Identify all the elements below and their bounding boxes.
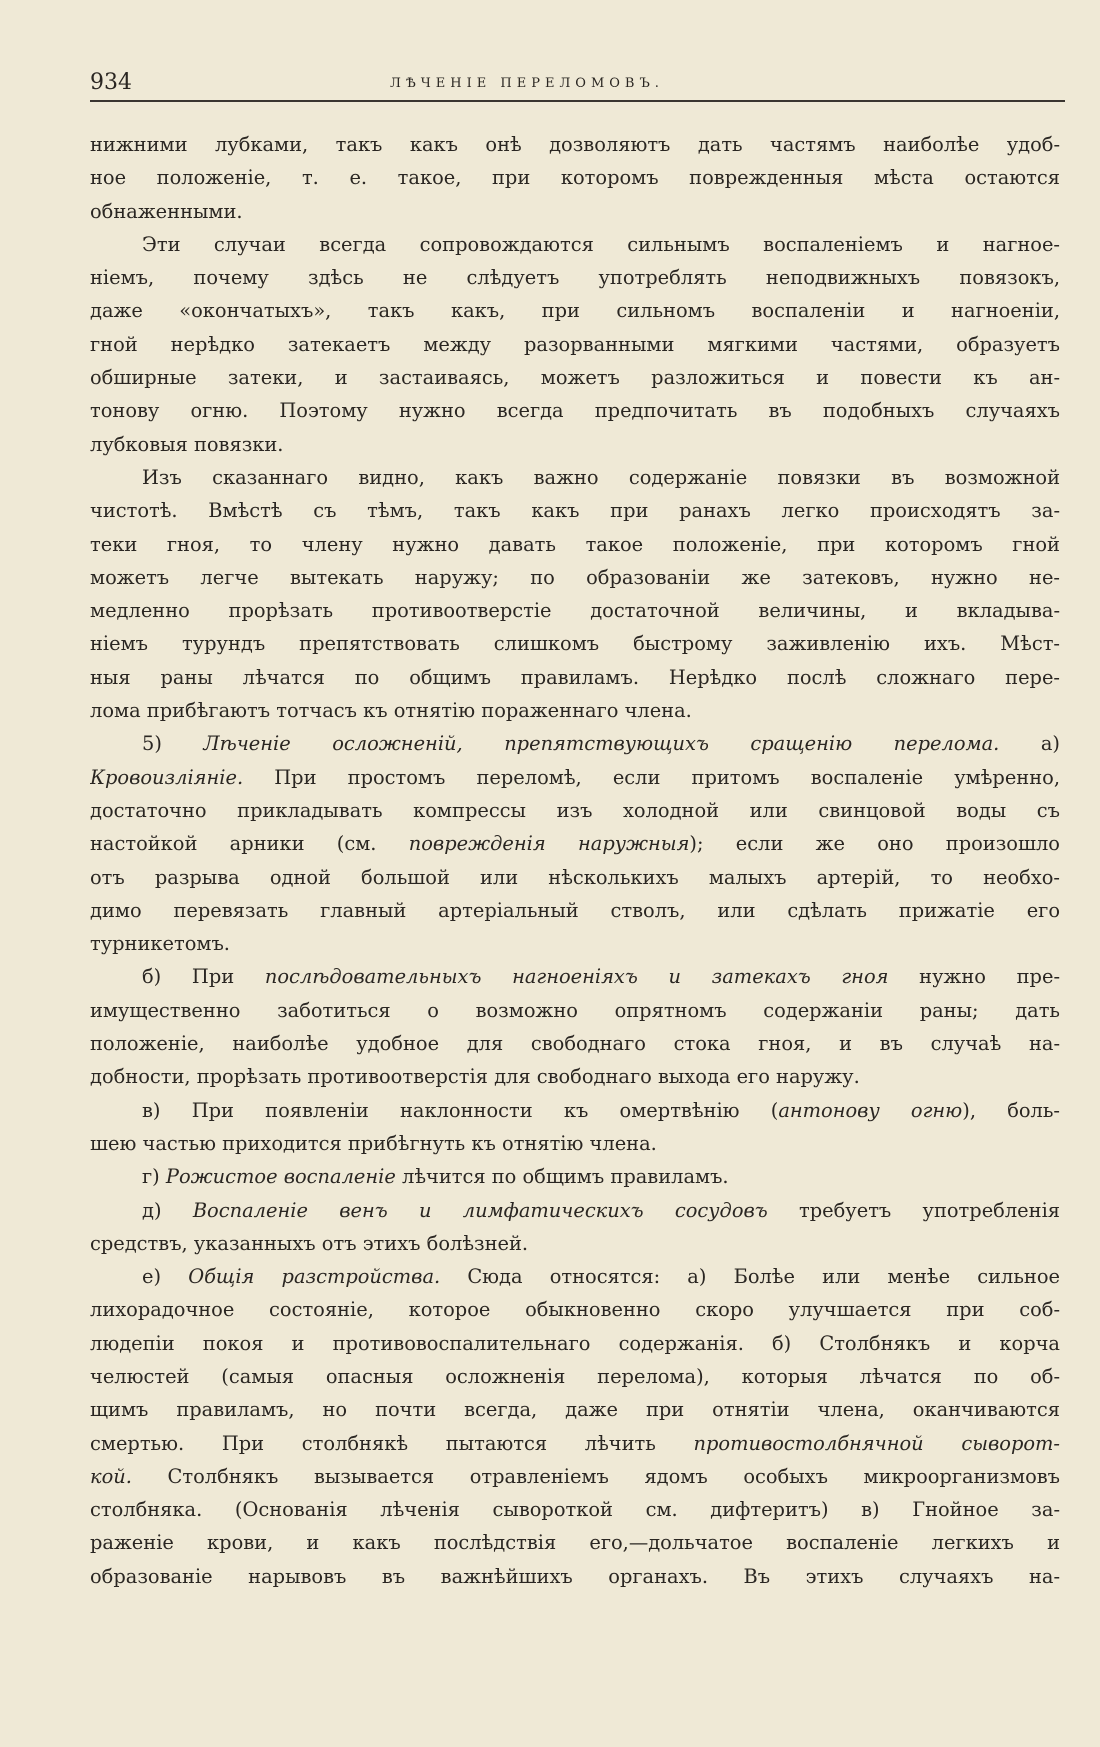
text-run: а) bbox=[999, 732, 1060, 756]
text-line bbox=[90, 761, 1060, 794]
text-line: можетъ легче вытекать наружу; по образованіи же затековъ, нужно не- bbox=[90, 565, 1060, 589]
text-line: даже «окончатыхъ», такъ какъ, при сильномъ воспаленіи и нагноеніи, bbox=[90, 299, 1060, 323]
text-line: раженіе крови, и какъ послѣдствія его,—дольчатое воспаленіе легкихъ и bbox=[90, 1531, 1060, 1555]
body-text bbox=[90, 128, 1060, 1593]
italic-run: Кровоизліяніе. bbox=[90, 765, 244, 789]
text-line bbox=[90, 827, 1060, 860]
text-line: ніемъ турундъ препятствовать слишкомъ быстрому заживленію ихъ. Мѣст- bbox=[90, 632, 1060, 656]
text-line: чистотѣ. Вмѣстѣ съ тѣмъ, такъ какъ при ранахъ легко происходятъ за- bbox=[90, 499, 1060, 523]
text-line: лихорадочное состояніе, которое обыкновенно скоро улучшается при соб- bbox=[90, 1298, 1060, 1322]
text-run: г) bbox=[142, 1165, 166, 1189]
italic-run: кой. bbox=[90, 1464, 132, 1488]
italic-run: Воспаленіе венъ и лимфатическихъ сосудовъ bbox=[192, 1198, 768, 1222]
page-number: 934 bbox=[90, 70, 132, 95]
text-run: ), боль- bbox=[962, 1098, 1060, 1122]
text-line: добности, прорѣзать противоотверстія для свободнаго выхода его наружу. bbox=[90, 1065, 860, 1089]
text-line bbox=[90, 727, 1060, 760]
text-run: д) bbox=[142, 1198, 193, 1222]
text-run: смертью. При столбнякѣ пытаются лѣчить bbox=[90, 1431, 694, 1455]
text-line: лома прибѣгаютъ тотчасъ къ отнятію пораженнаго члена. bbox=[90, 699, 692, 723]
text-line: обширные затеки, и застаиваясь, можетъ разложиться и повести къ ан- bbox=[90, 366, 1060, 390]
text-line: ное положеніе, т. е. такое, при которомъ поврежденныя мѣста остаются bbox=[90, 166, 1060, 190]
text-line bbox=[90, 1194, 1060, 1227]
text-line: теки гноя, то члену нужно давать такое положеніе, при которомъ гной bbox=[90, 532, 1060, 556]
text-line: обнаженными. bbox=[90, 199, 243, 223]
text-line bbox=[90, 960, 1060, 993]
text-line: гной нерѣдко затекаетъ между разорванными мягкими частями, образуетъ bbox=[90, 332, 1060, 356]
text-line: ніемъ, почему здѣсь не слѣдуетъ употреблять неподвижныхъ повязокъ, bbox=[90, 266, 1060, 290]
text-run: в) При появленіи наклонности къ омертвѣнію ( bbox=[142, 1098, 779, 1122]
italic-run: поврежденія наружныя bbox=[408, 832, 690, 856]
text-line bbox=[90, 1160, 1060, 1193]
text-line bbox=[90, 1460, 1060, 1493]
text-line bbox=[90, 1427, 1060, 1460]
italic-run: Общія разстройства. bbox=[188, 1265, 441, 1289]
italic-run: антонову огню bbox=[778, 1098, 963, 1122]
running-head bbox=[90, 66, 1065, 102]
text-run: Сюда относятся: а) Болѣе или менѣе сильное bbox=[440, 1265, 1060, 1289]
text-line: щимъ правиламъ, но почти всегда, даже при отнятіи члена, оканчиваются bbox=[90, 1398, 1060, 1422]
italic-run: Лѣченіе осложненій, препятствующихъ сращенію перелома. bbox=[203, 732, 1000, 756]
text-line: Изъ сказаннаго видно, какъ важно содержаніе повязки въ возможной bbox=[142, 465, 1060, 489]
text-line: людепіи покоя и противовоспалительнаго содержанія. б) Столбнякъ и корча bbox=[90, 1331, 1060, 1355]
text-run: е) bbox=[142, 1265, 189, 1289]
text-line: тонову огню. Поэтому нужно всегда предпочитать въ подобныхъ случаяхъ bbox=[90, 399, 1060, 423]
text-line: образованіе нарывовъ въ важнѣйшихъ органахъ. Въ этихъ случаяхъ на- bbox=[90, 1564, 1060, 1588]
text-line: лубковыя повязки. bbox=[90, 432, 284, 456]
text-line: турникетомъ. bbox=[90, 932, 230, 956]
text-run: настойкой арники (см. bbox=[90, 832, 409, 856]
italic-run: противостолбнячной сыворот- bbox=[693, 1431, 1060, 1455]
text-run: б) При bbox=[142, 965, 265, 989]
text-run: 5) bbox=[142, 732, 204, 756]
italic-run: послѣдовательныхъ нагноеніяхъ и затекахъ гноя bbox=[264, 965, 889, 989]
text-run: ); если же оно произошло bbox=[689, 832, 1060, 856]
running-title: ЛѢЧЕНІЕ ПЕРЕЛОМОВЪ. bbox=[390, 76, 664, 91]
text-line: медленно прорѣзать противоотверстіе достаточной величины, и вкладыва- bbox=[90, 599, 1060, 623]
text-run: требуетъ употребленія bbox=[767, 1198, 1060, 1222]
text-line: положеніе, наиболѣе удобное для свободнаго стока гноя, и въ случаѣ на- bbox=[90, 1032, 1060, 1056]
text-line: достаточно прикладывать компрессы изъ холодной или свинцовой воды съ bbox=[90, 798, 1060, 822]
text-line: отъ разрыва одной большой или нѣсколькихъ малыхъ артерій, то необхо- bbox=[90, 865, 1060, 889]
text-run: При простомъ переломѣ, если притомъ воспаленіе умѣренно, bbox=[243, 765, 1060, 789]
text-line bbox=[90, 1094, 1060, 1127]
text-line: нижними лубками, такъ какъ онѣ дозволяютъ дать частямъ наиболѣе удоб- bbox=[90, 133, 1060, 156]
text-line bbox=[90, 1260, 1060, 1293]
text-line: средствъ, указанныхъ отъ этихъ болѣзней. bbox=[90, 1231, 529, 1255]
text-line: челюстей (самыя опасныя осложненія перелома), которыя лѣчатся по об- bbox=[90, 1364, 1060, 1388]
text-line: димо перевязать главный артеріальный стволъ, или сдѣлать прижатіе его bbox=[90, 898, 1060, 922]
text-line: столбняка. (Основанія лѣченія сывороткой см. дифтеритъ) в) Гнойное за- bbox=[90, 1498, 1060, 1522]
italic-run: Рожистое воспаленіе bbox=[165, 1165, 396, 1189]
text-run: Столбнякъ вызывается отравленіемъ ядомъ особыхъ микроорганизмовъ bbox=[131, 1464, 1060, 1488]
text-line: ныя раны лѣчатся по общимъ правиламъ. Нерѣдко послѣ сложнаго пере- bbox=[90, 665, 1060, 689]
text-line: имущественно заботиться о возможно опрятномъ содержаніи раны; дать bbox=[90, 998, 1060, 1022]
text-run: лѣчится по общимъ правиламъ. bbox=[395, 1165, 729, 1189]
text-line: Эти случаи всегда сопровождаются сильнымъ воспаленіемъ и нагное- bbox=[142, 232, 1060, 256]
text-line: шею частью приходится прибѣгнуть къ отнятію члена. bbox=[90, 1131, 657, 1155]
text-run: нужно пре- bbox=[888, 965, 1060, 989]
